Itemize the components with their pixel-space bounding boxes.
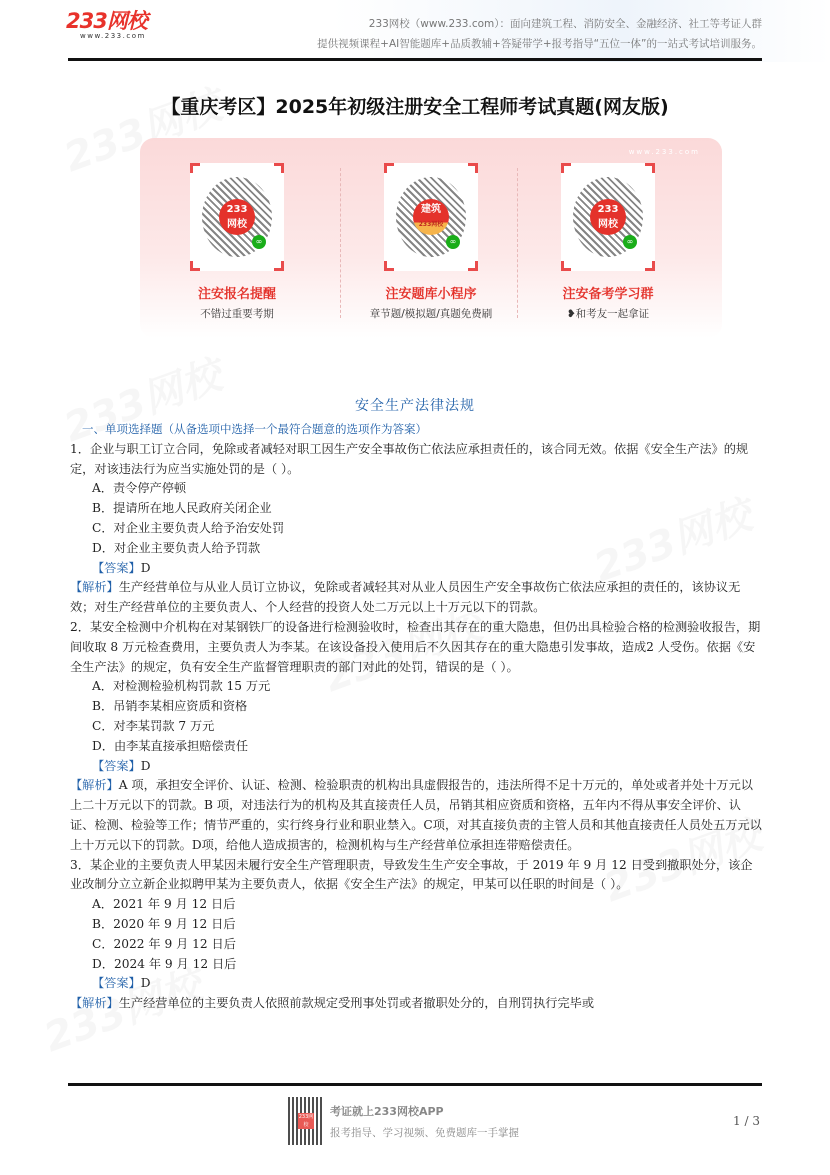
qr-title: 注安题库小程序 (385, 287, 477, 302)
qr-block-study-group[interactable] (528, 163, 688, 321)
option: D．2024 年 9 月 12 日后 (92, 956, 237, 971)
answer-tag: 【答案】 (92, 560, 141, 575)
document-title: 【重庆考区】2025年初级注册安全工程师考试真题(网友版) (161, 96, 669, 118)
answer-value: D (140, 976, 151, 991)
banner-url: www.233.com (628, 148, 700, 156)
qr-code[interactable] (190, 163, 284, 271)
qr-title: 注安报名提醒 (197, 287, 276, 302)
answer-tag: 【答案】 (92, 758, 141, 773)
page-header (0, 0, 830, 62)
option: C．对李某罚款 7 万元 (92, 718, 215, 733)
option: A．2021 年 9 月 12 日后 (92, 897, 236, 912)
option: B．吊销李某相应资质和资格 (92, 699, 248, 714)
question-stem: 2．某安全检测中介机构在对某钢铁厂的设备进行检测验收时，检查出其存在的重大隐患，但仍出具检验合格的检测验收报告，期间收取 8 万元检查费用，主要负责人为李某。在该设备投入使用后不久因其存在的重大隐患引发事故，造成2 人受伤。依据《安全生产法》的规定，负有安全生产监督管理职责的部门对此的处罚，错误的是（ ）。 (70, 619, 761, 674)
option: B．提请所在地人民政府关闭企业 (92, 501, 272, 516)
header-tagline (317, 14, 762, 54)
mini-program-icon: ∞ (446, 235, 460, 249)
option: B．2020 年 9 月 12 日后 (92, 916, 236, 931)
option: C．2022 年 9 月 12 日后 (92, 936, 236, 951)
qr-block-question-bank[interactable] (351, 163, 511, 321)
page-indicator: 1 / 3 (733, 1114, 760, 1128)
footer-subtitle: 报考指导、学习视频、免费题库一手掌握 (330, 1126, 519, 1139)
qr-subtitle: 章节题/模拟题/真题免费刷 (369, 308, 493, 320)
analysis-line (70, 578, 764, 618)
qr-logo: 233 网校 (219, 199, 255, 235)
page-footer (288, 1097, 519, 1145)
qr-code[interactable] (384, 163, 478, 271)
option: C．对企业主要负责人给予治安处罚 (92, 520, 285, 535)
qr-code[interactable] (561, 163, 655, 271)
qr-subtitle: ❥和考友一起拿证 (566, 308, 650, 320)
qr-logo: 建筑 233网校 (413, 199, 449, 235)
header-divider (68, 58, 762, 61)
option: D．由李某直接承担赔偿责任 (92, 738, 249, 753)
footer-title: 考证就上233网校APP (330, 1104, 444, 1118)
qr-title: 注安备考学习群 (562, 287, 654, 302)
app-qr-code[interactable] (288, 1097, 324, 1145)
question-stem: 3．某企业的主要负责人甲某因未履行安全生产管理职责，导致发生生产安全事故，于 2019 年 9 月 12 日受到撤职处分，该企业改制分立立新企业拟聘甲某为主要负责人，依据《安全生产法》的规定，甲某可以任职的时间是（ ）。 (70, 857, 753, 892)
analysis-text: 生产经营单位与从业人员订立协议，免除或者减轻其对从业人员因生产安全事故伤亡依法应承担的责任的，该协议无效；对生产经营单位的主要负责人、个人经营的投资人处二万元以上十万元以下的罚款。 (70, 580, 741, 615)
question-stem: 1．企业与职工订立合同，免除或者减轻对职工因生产安全事故伤亡依法应承担责任的，该合同无效。依据《安全生产法》的规定，对该违法行为应当实施处罚的是（ ）。 (70, 441, 749, 476)
analysis-tag: 【解析】 (70, 580, 119, 595)
tagline-line-1: 233网校（www.233.com）：面向建筑工程、消防安全、金融经济、社工等考证人群 (368, 18, 762, 30)
analysis-tag: 【解析】 (70, 996, 119, 1011)
answer-value: D (140, 560, 151, 575)
analysis-line (70, 776, 764, 855)
option: A．责令停产停顿 (92, 481, 187, 496)
promo-banner (140, 138, 722, 338)
tagline-line-2: 提供视频课程+AI智能题库+品质教辅+答疑带学+报考指导“五位一体”的一站式考试培训服务。 (317, 38, 762, 50)
brand-logo[interactable] (66, 10, 166, 40)
footer-promo (330, 1103, 519, 1140)
logo-url: www.233.com (80, 32, 146, 40)
banner-divider (340, 168, 341, 318)
section-title: 安全生产法律法规 (355, 398, 475, 414)
analysis-text: 生产经营单位的主要负责人依照前款规定受刑事处罚或者撤职处分的，自刑罚执行完毕或 (118, 996, 595, 1011)
footer-divider (68, 1083, 762, 1086)
banner-divider (517, 168, 518, 318)
mini-program-icon: ∞ (623, 235, 637, 249)
option: D．对企业主要负责人给予罚款 (92, 540, 261, 555)
answer-line (70, 757, 764, 777)
answer-line (70, 559, 764, 579)
option: A．对检测检验机构罚款 15 万元 (92, 679, 271, 694)
mini-program-icon: ∞ (252, 235, 266, 249)
analysis-tag: 【解析】 (70, 778, 119, 793)
answer-value: D (140, 758, 151, 773)
qr-subtitle: 不错过重要考期 (200, 308, 274, 320)
document-body (70, 420, 764, 1014)
logo-wordmark: 233网校 (66, 9, 147, 33)
analysis-line (70, 994, 764, 1014)
app-logo-icon: 233网校 (298, 1114, 314, 1128)
answer-line (70, 974, 764, 994)
qr-logo: 233 网校 (590, 199, 626, 235)
analysis-text: A 项，承担安全评价、认证、检测、检验职责的机构出具虚假报告的，违法所得不足十万元的，单处或者并处十万元以上二十万元以下的罚款。B 项，对违法行为的机构及其直接责任人员，吊销其相应资质和资格，五年内不得从事安全评价、认证、检测、检验等工作；情节严重的，实行终身行业和职业禁入。C项，对其直接负责的主管人员和其他直接责任人员处五万元以上十万元以下的罚款。D项，给他人造成损害的，检测机构与生产经营单位承担连带赔偿责任。 (70, 778, 762, 852)
qr-block-registration[interactable] (157, 163, 317, 321)
answer-tag: 【答案】 (92, 976, 141, 991)
question-type-heading: 一、单项选择题（从备选项中选择一个最符合题意的选项作为答案） (82, 422, 427, 436)
